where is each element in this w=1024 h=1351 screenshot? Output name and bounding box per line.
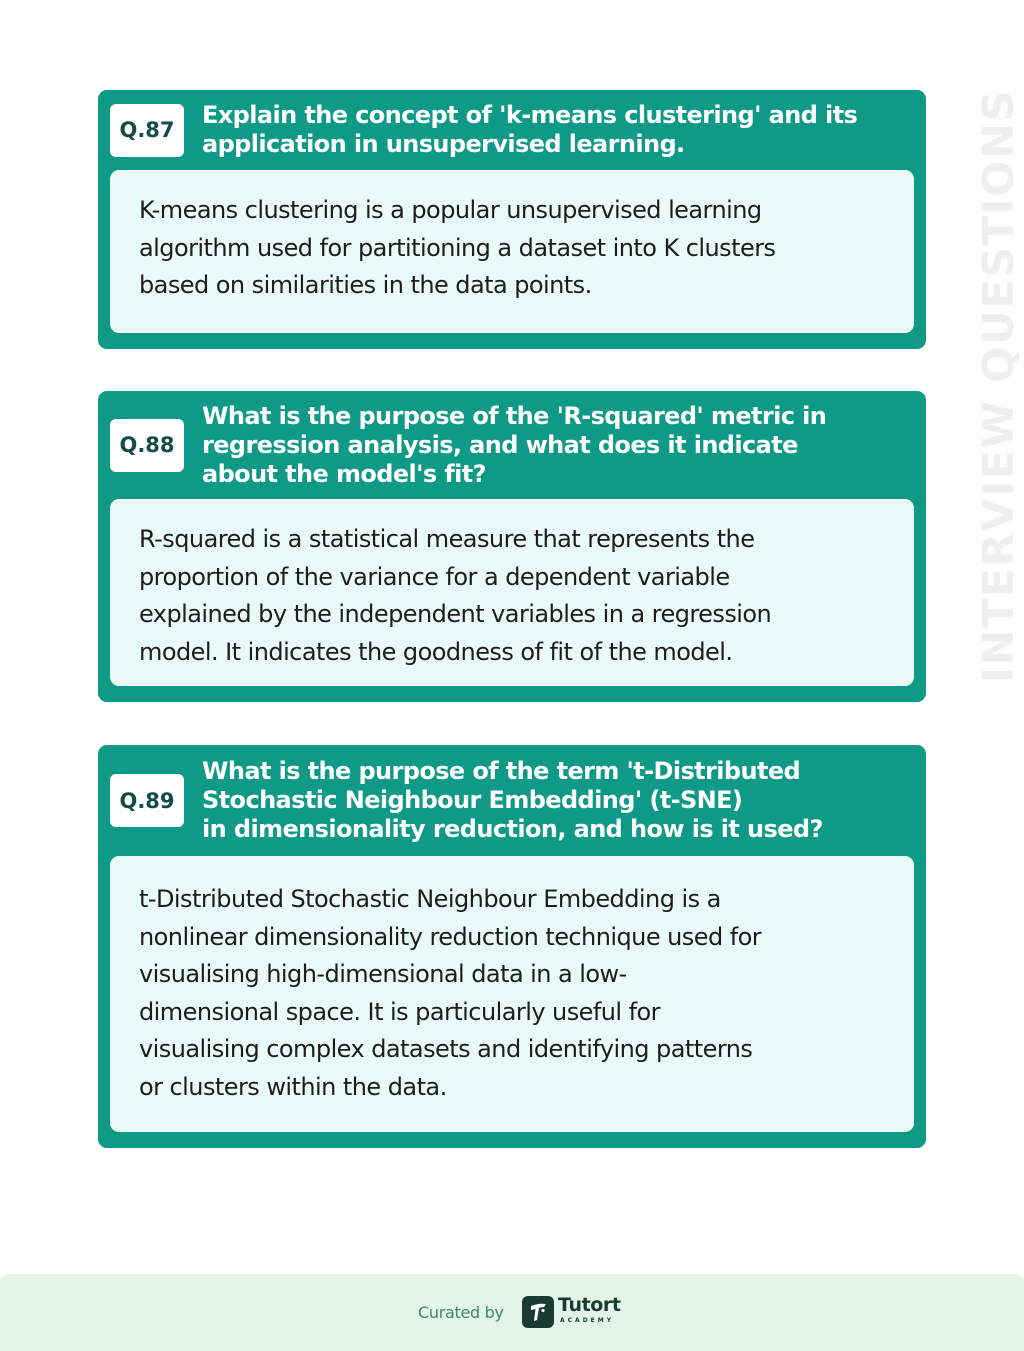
tutort-logo-icon [522, 1296, 554, 1328]
question-card-88 [98, 391, 926, 702]
answer-line: or clusters within the data. [139, 1072, 447, 1101]
footer [0, 1274, 1024, 1351]
question-title-line: What is the purpose of the term 't-Distributed [202, 757, 801, 785]
answer-line: K-means clustering is a popular unsupervised learning [139, 196, 762, 224]
answer-line: algorithm used for partitioning a dataset into K clusters [139, 233, 776, 262]
side-title-text: INTERVIEW QUESTIONS [974, 88, 1024, 684]
question-title-line: regression analysis, and what does it indicate [202, 430, 798, 459]
answer-line: model. It indicates the goodness of fit of the model. [139, 637, 733, 666]
answer-line: explained by the independent variables in a regression [139, 600, 772, 628]
answer-text [139, 881, 896, 1106]
answer-line: t-Distributed Stochastic Neighbour Embedding is a [139, 885, 721, 913]
curated-by-label: Curated by [418, 1303, 504, 1322]
brand-name: Tutort [558, 1294, 621, 1316]
question-title-line: in dimensionality reduction, and how is it used? [202, 815, 823, 843]
question-title-line: What is the purpose of the 'R-squared' metric in [202, 401, 827, 430]
question-title [202, 757, 823, 844]
question-header [110, 745, 914, 856]
answer-line: nonlinear dimensionality reduction technique used for [139, 922, 762, 951]
answer-box [110, 856, 914, 1132]
question-number-badge: Q.88 [110, 419, 184, 472]
brand-subtitle: ACADEMY [560, 1317, 615, 1324]
question-header [110, 90, 914, 170]
answer-line: dimensional space. It is particularly useful for [139, 997, 660, 1026]
question-header [110, 391, 914, 499]
question-title-line: Explain the concept of 'k-means clustering' and its [202, 101, 858, 129]
question-number-badge: Q.87 [110, 104, 184, 157]
question-title [202, 402, 826, 489]
answer-line: R-squared is a statistical measure that represents the [139, 525, 755, 553]
answer-line: visualising complex datasets and identifying patterns [139, 1035, 753, 1063]
answer-box [110, 170, 914, 333]
answer-text [139, 521, 896, 671]
question-card-89 [98, 745, 926, 1148]
question-card-87 [98, 90, 926, 349]
answer-line: proportion of the variance for a dependent variable [139, 562, 730, 591]
question-title [202, 101, 857, 159]
question-title-line: application in unsupervised learning. [202, 130, 685, 158]
question-number-badge: Q.89 [110, 774, 184, 827]
answer-box [110, 499, 914, 686]
side-title [974, 74, 1024, 698]
answer-line: based on similarities in the data points. [139, 271, 592, 299]
answer-line: visualising high-dimensional data in a low- [139, 960, 627, 988]
answer-text [139, 192, 896, 305]
question-title-line: about the model's fit? [202, 459, 486, 488]
question-title-line: Stochastic Neighbour Embedding' (t-SNE) [202, 786, 743, 814]
